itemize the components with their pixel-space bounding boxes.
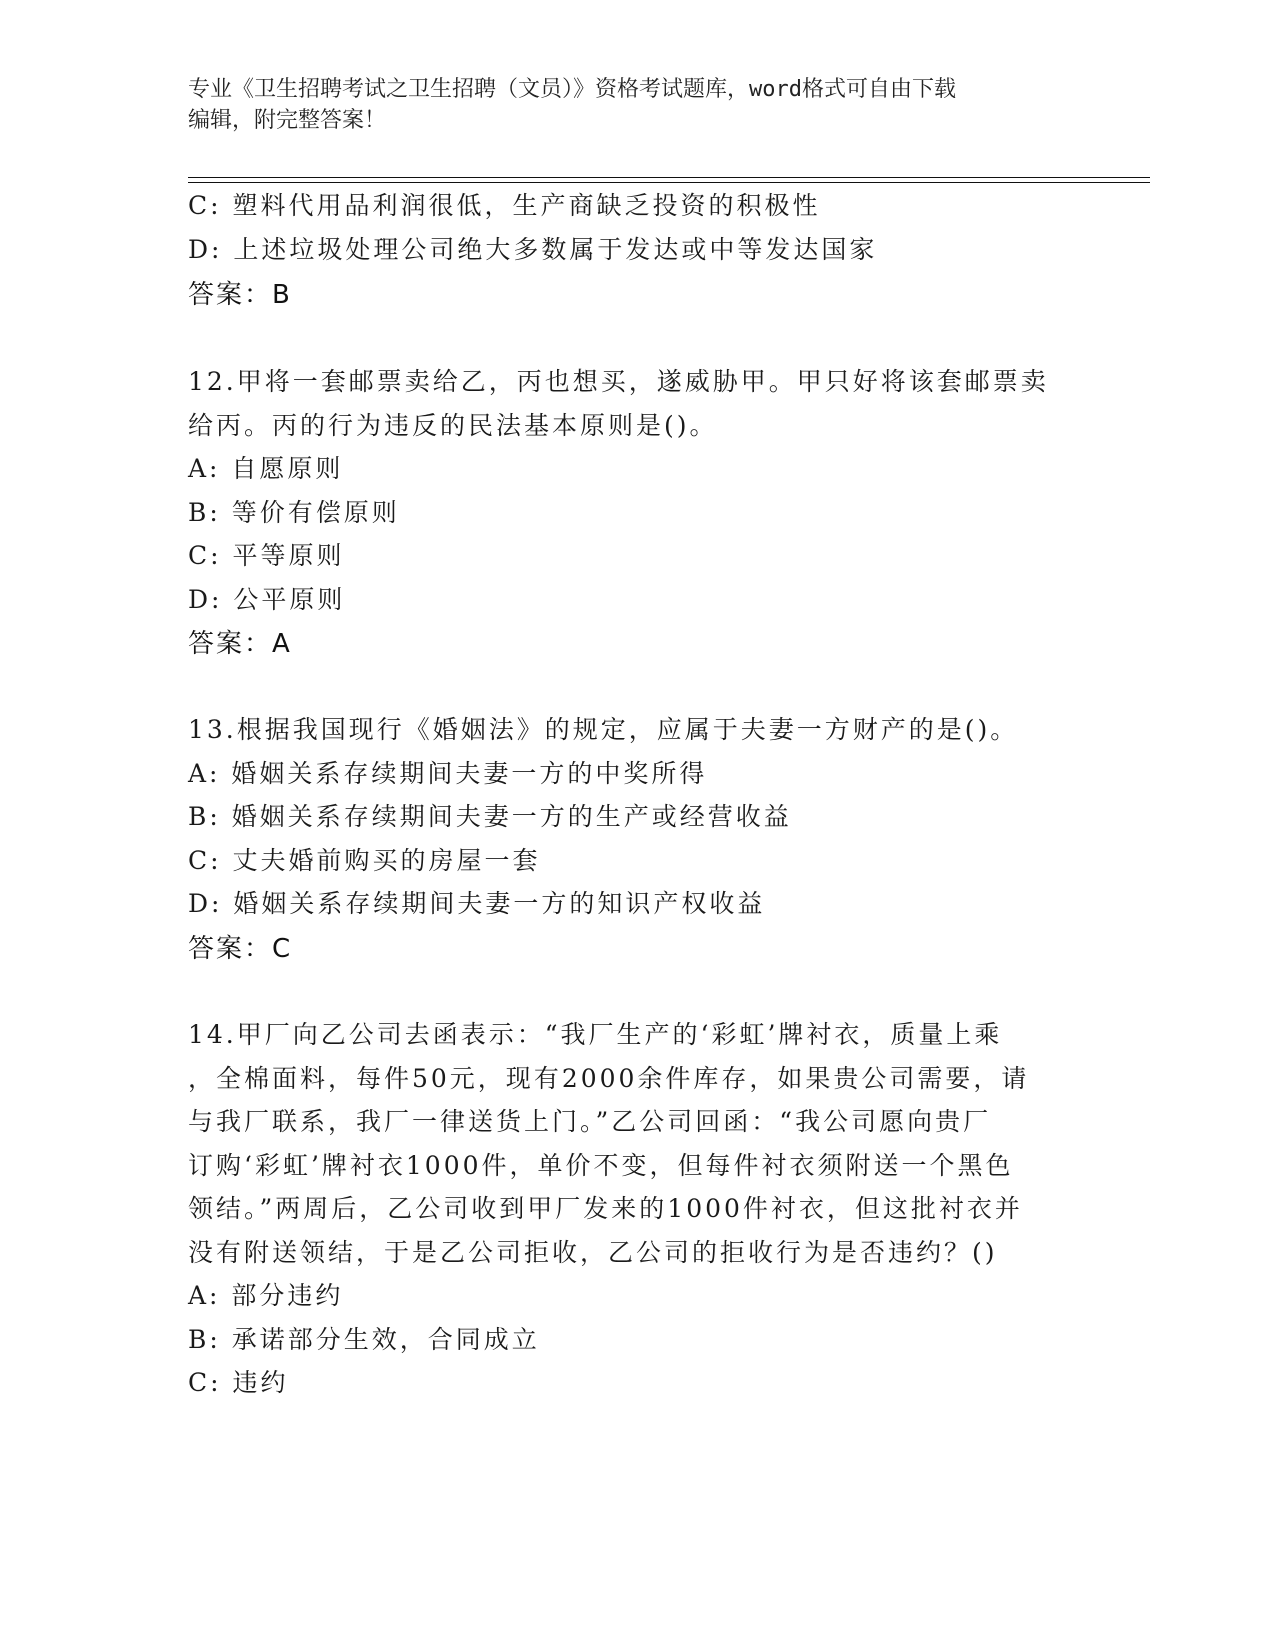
q12-option-a: A: 自愿原则 xyxy=(188,454,344,483)
q12-option-b: B: 等价有偿原则 xyxy=(188,498,400,527)
header-divider-top xyxy=(188,177,1150,178)
q12-answer: 答案：A xyxy=(188,629,292,659)
q14-stem-line-6: 没有附送领结，于是乙公司拒收，乙公司的拒收行为是否违约？() xyxy=(188,1238,998,1267)
header-line-2: 编辑，附完整答案！ xyxy=(188,108,387,133)
q11-answer: 答案：B xyxy=(188,280,292,310)
q12-stem-line-1: 12.甲将一套邮票卖给乙，丙也想买，遂威胁甲。甲只好将该套邮票卖 xyxy=(188,367,1049,396)
q14-stem-line-3: 与我厂联系，我厂一律送货上门。”乙公司回函：“我公司愿向贵厂 xyxy=(188,1107,992,1136)
q13-option-c: C: 丈夫婚前购买的房屋一套 xyxy=(188,846,541,875)
document-header xyxy=(188,74,1068,136)
q12-option-d: D: 公平原则 xyxy=(188,585,346,614)
q14-stem-line-2: ，全棉面料，每件50元，现有2000余件库存，如果贵公司需要，请 xyxy=(188,1064,1030,1093)
q12-option-c: C: 平等原则 xyxy=(188,541,345,570)
header-line-1: 专业《卫生招聘考试之卫生招聘（文员）》资格考试题库，word格式可自由下载 xyxy=(188,77,956,102)
q13-option-d: D: 婚姻关系存续期间夫妻一方的知识产权收益 xyxy=(188,889,766,918)
q13-option-a: A: 婚姻关系存续期间夫妻一方的中奖所得 xyxy=(188,759,708,788)
header-divider-bottom xyxy=(188,182,1150,183)
q13-answer: 答案：C xyxy=(188,934,293,964)
q12-stem-line-2: 给丙。丙的行为违反的民法基本原则是()。 xyxy=(188,411,718,440)
q13-stem-line-1: 13.根据我国现行《婚姻法》的规定，应属于夫妻一方财产的是()。 xyxy=(188,715,1019,744)
q11-option-d: D: 上述垃圾处理公司绝大多数属于发达或中等发达国家 xyxy=(188,235,878,264)
q14-option-a: A: 部分违约 xyxy=(188,1281,344,1310)
q13-option-b: B: 婚姻关系存续期间夫妻一方的生产或经营收益 xyxy=(188,802,792,831)
q14-stem-line-1: 14.甲厂向乙公司去函表示：“我厂生产的‘彩虹’牌衬衣，质量上乘 xyxy=(188,1020,1003,1049)
q14-stem-line-5: 领结。”两周后，乙公司收到甲厂发来的1000件衬衣，但这批衬衣并 xyxy=(188,1194,1023,1223)
q14-option-b: B: 承诺部分生效，合同成立 xyxy=(188,1325,540,1354)
q11-option-c: C: 塑料代用品利润很低，生产商缺乏投资的积极性 xyxy=(188,191,821,220)
q14-option-c: C: 违约 xyxy=(188,1368,289,1397)
q14-stem-line-4: 订购‘彩虹’牌衬衣1000件，单价不变，但每件衬衣须附送一个黑色 xyxy=(188,1151,1014,1180)
